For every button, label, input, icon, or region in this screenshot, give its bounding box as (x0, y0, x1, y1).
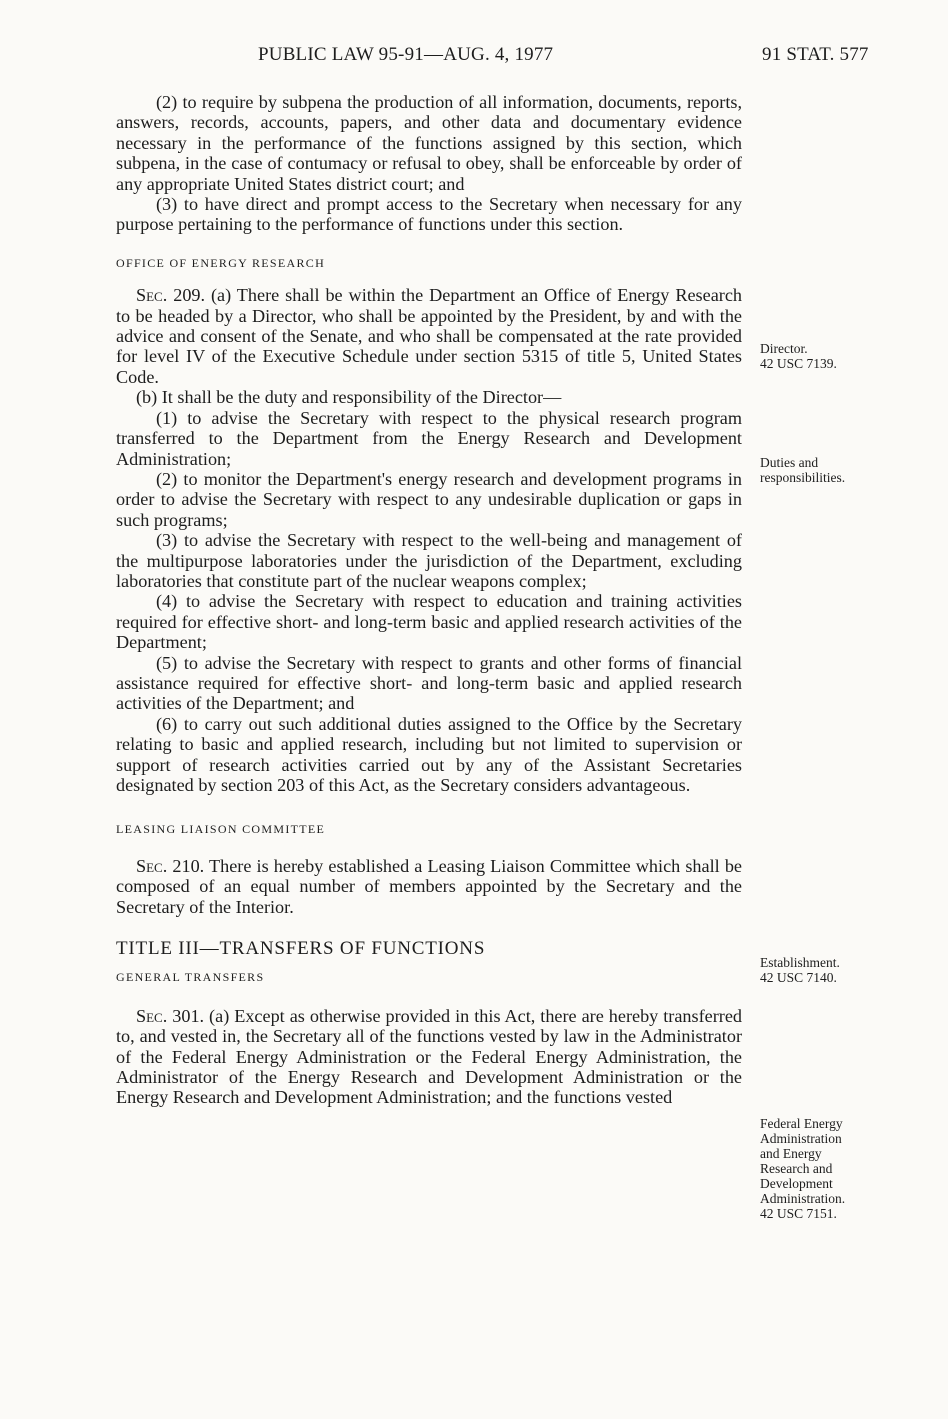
margin-note-line: 42 USC 7151. (760, 1206, 837, 1221)
section-301-a-text: 301. (a) Except as otherwise provided in this Act, there are hereby transferred to, and vested in, the Secretary all of the functions vested by law in the Administrator of the Federal Energy Administration or the Federal Energy Administration, the Administrator of the Energy Research and Development Administration or the Energy Research and Development Administration; and the functions vested (116, 1005, 742, 1108)
duty-item-5: (5) to advise the Secretary with respect to grants and other forms of financial assistance required for effective short- and long-term basic and applied research activities of the Department; and (116, 652, 742, 714)
duty-item-3: (3) to advise the Secretary with respect to the well-being and management of the multipurpose laboratories under the jurisdiction of the Department, excluding laboratories that constitute part of the nuclear weapons complex; (116, 530, 742, 591)
section-210-text: 210. There is hereby established a Leasing Liaison Committee which shall be composed of an equal number of members appointed by the Secretary and the Secretary of the Interior. (116, 855, 742, 917)
section-301-a (116, 1006, 742, 1108)
section-209-a-text: 209. (a) There shall be within the Department an Office of Energy Research to be headed by a Director, who shall be appointed by the President, by and with the advice and consent of the Senate, and who shall be compensated at the rate provided for level IV of the Executive Schedule under section 5315 of title 5, United States Code. (116, 285, 742, 387)
duty-item-4: (4) to advise the Secretary with respect to education and training activities required for effective short- and long-term basic and applied research activities of the Department; (116, 591, 742, 653)
heading-leasing-liaison-committee: LEASING LIAISON COMMITTEE (116, 822, 326, 837)
margin-note-line: Duties and (760, 455, 819, 470)
paragraph-2: (2) to require by subpena the production of all information, documents, reports, answers, records, accounts, papers, and other data and documentary evidence necessary in the performance of the functions assigned by this section, which subpena, in the case of contumacy or refusal to obey, shall be enforceable by order of any appropriate United States district court; and (116, 92, 742, 194)
section-210 (116, 856, 742, 917)
margin-note-line: Development (760, 1176, 833, 1191)
margin-note-line: responsibilities. (760, 470, 846, 485)
heading-office-energy-research: OFFICE OF ENERGY RESEARCH (116, 255, 326, 270)
margin-note-duties (760, 455, 890, 485)
section-label: Sec. (136, 1005, 168, 1026)
section-209-a (116, 285, 742, 387)
margin-note-fea (760, 1116, 890, 1221)
margin-note-line: Administration. (760, 1191, 846, 1206)
section-label: Sec. (136, 285, 168, 306)
section-209-b: (b) It shall be the duty and responsibility of the Director— (136, 387, 562, 408)
paragraph-3: (3) to have direct and prompt access to the Secretary when necessary for any purpose pertaining to the performance of functions under this section. (116, 194, 742, 235)
margin-note-line: Establishment. (760, 955, 840, 970)
duty-item-6: (6) to carry out such additional duties assigned to the Office by the Secretary relating to basic and applied research, including but not limited to supervision or support of research activities carried out by any of the Assistant Secretaries designated by section 203 of this Act, as the Secretary considers advantageous. (116, 713, 742, 795)
running-header-page-ref: 91 STAT. 577 (762, 44, 869, 65)
margin-note-line: 42 USC 7140. (760, 970, 837, 985)
margin-note-establishment (760, 955, 890, 985)
heading-general-transfers: GENERAL TRANSFERS (116, 970, 265, 985)
title-iii-heading: TITLE III—TRANSFERS OF FUNCTIONS (116, 938, 486, 960)
margin-note-line: Director. (760, 341, 808, 356)
margin-note-line: Research and (760, 1161, 833, 1176)
margin-note-line: 42 USC 7139. (760, 356, 837, 371)
margin-note-line: and Energy (760, 1146, 822, 1161)
main-text-column (116, 92, 742, 1108)
section-label: Sec. (136, 855, 168, 876)
running-header-title: PUBLIC LAW 95-91—AUG. 4, 1977 (258, 44, 554, 65)
margin-note-line: Administration (760, 1131, 842, 1146)
duty-item-2: (2) to monitor the Department's energy research and development programs in order to advise the Secretary with respect to any undesirable duplication or gaps in such programs; (116, 468, 742, 530)
margin-note-director (760, 341, 890, 371)
duty-item-1: (1) to advise the Secretary with respect to the physical research program transferred to the Department from the Energy Research and Development Administration; (116, 407, 742, 469)
margin-note-line: Federal Energy (760, 1116, 843, 1131)
